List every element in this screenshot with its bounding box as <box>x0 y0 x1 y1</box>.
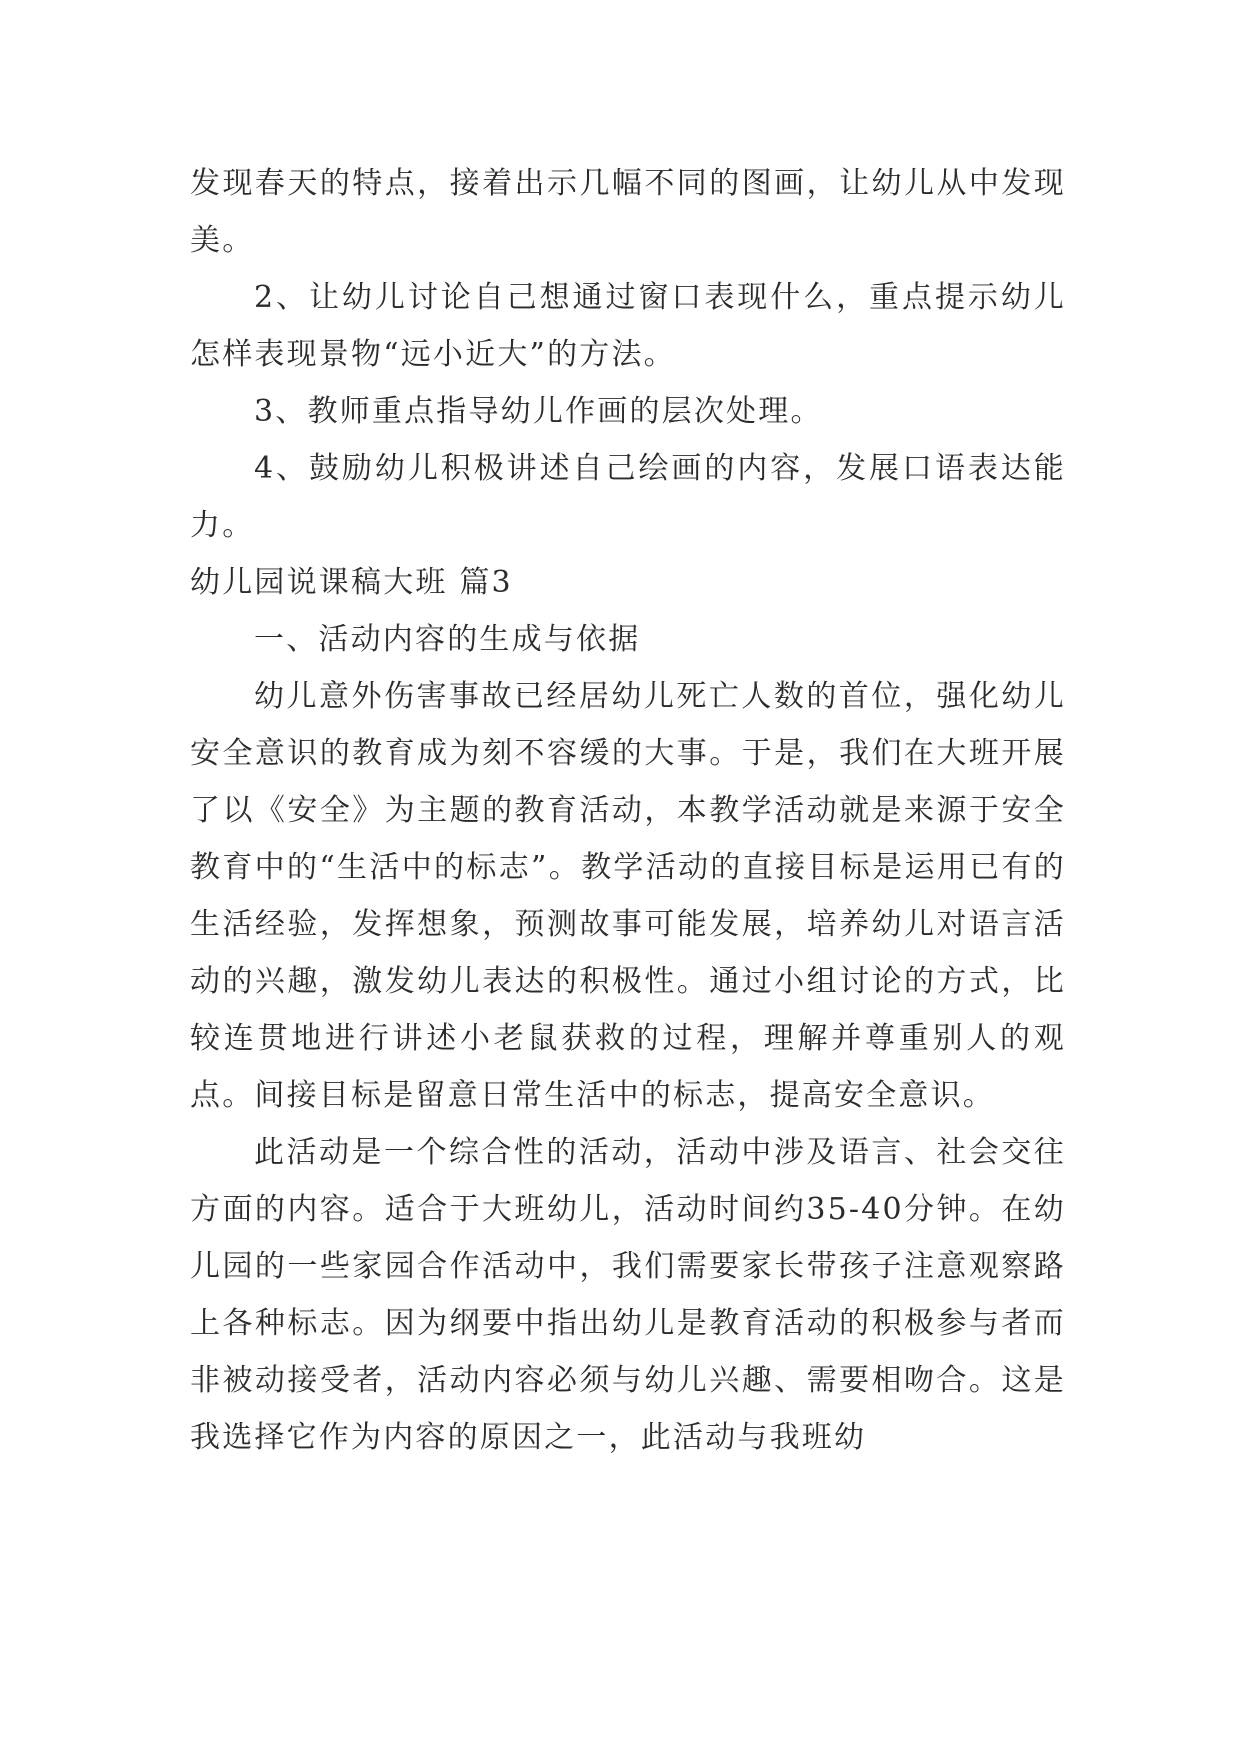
document-body <box>190 155 1066 1466</box>
paragraph-body-1: 幼儿意外伤害事故已经居幼儿死亡人数的首位，强化幼儿安全意识的教育成为刻不容缓的大事。于是，我们在大班开展了以《安全》为主题的教育活动，本教学活动就是来源于安全教育中的“生活中的标志”。教学活动的直接目标是运用已有的生活经验，发挥想象，预测故事可能发展，培养幼儿对语言活动的兴趣，激发幼儿表达的积极性。通过小组讨论的方式，比较连贯地进行讲述小老鼠获救的过程，理解并尊重别人的观点。间接目标是留意日常生活中的标志，提高安全意识。 <box>190 679 1066 1113</box>
section-heading: 幼儿园说课稿大班 篇3 <box>190 565 513 600</box>
paragraph-step-2: 2、让幼儿讨论自己想通过窗口表现什么，重点提示幼儿怎样表现景物“远小近大”的方法。 <box>190 280 1066 372</box>
subsection-heading: 一、活动内容的生成与依据 <box>254 622 641 657</box>
paragraph-step-4: 4、鼓励幼儿积极讲述自己绘画的内容，发展口语表达能力。 <box>190 451 1066 543</box>
paragraph-continuation: 发现春天的特点，接着出示几幅不同的图画，让幼儿从中发现美。 <box>190 166 1066 258</box>
paragraph-step-3: 3、教师重点指导幼儿作画的层次处理。 <box>254 394 823 429</box>
paragraph-body-2: 此活动是一个综合性的活动，活动中涉及语言、社会交往方面的内容。适合于大班幼儿，活动时间约35-40分钟。在幼儿园的一些家园合作活动中，我们需要家长带孩子注意观察路上各种标志。因为纲要中指出幼儿是教育活动的积极参与者而非被动接受者，活动内容必须与幼儿兴趣、需要相吻合。这是我选择它作为内容的原因之一，此活动与我班幼 <box>190 1135 1066 1455</box>
